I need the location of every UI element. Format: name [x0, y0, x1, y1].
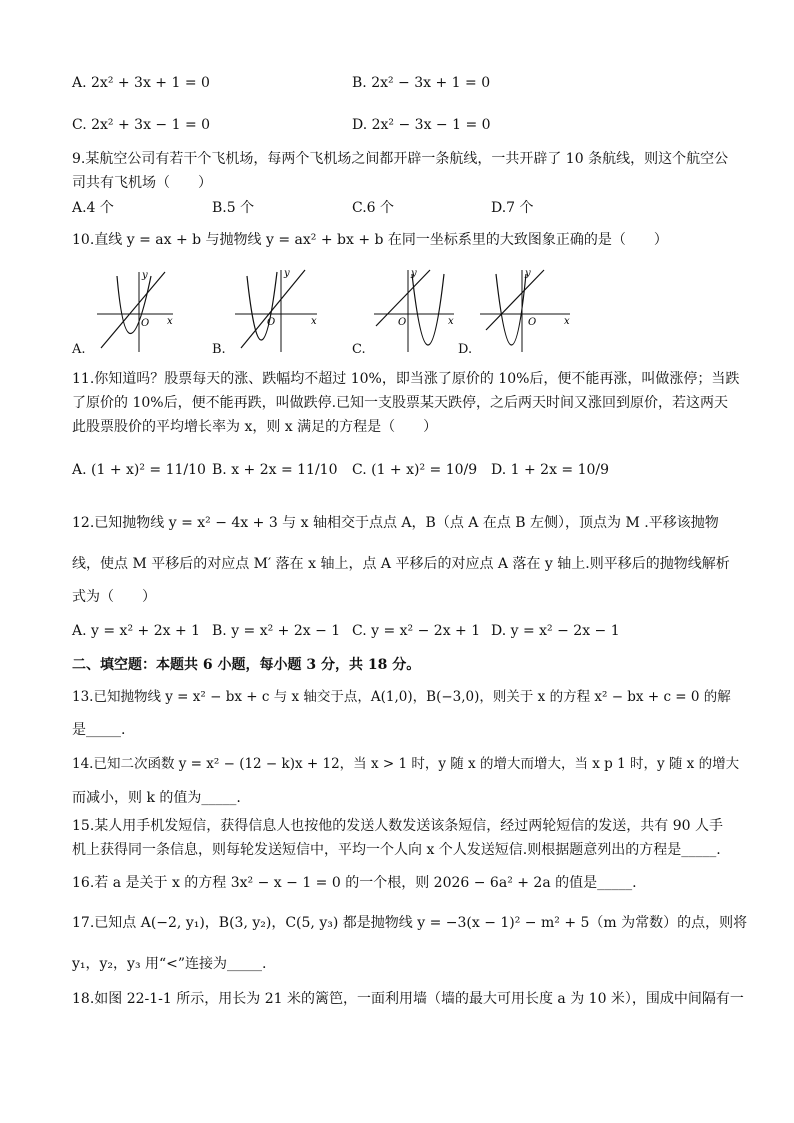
q13-text-line1: 13.已知抛物线 y = x² − bx + c 与 x 轴交于点，A(1,0)，B(−3,0)，则关于 x 的方程 x² − bx + c = 0 的解 — [72, 689, 731, 705]
q14-text-line1: 14.已知二次函数 y = x² − (12 − k)x + 12，当 x > 1 时，y 随 x 的增大而增大，当 x p 1 时，y 随 x 的增大 — [72, 756, 740, 772]
q9-text-line1: 9.某航空公司有若干个飞机场，每两个飞机场之间都开辟一条航线，一共开辟了 10 条航线，则这个航空公 — [72, 151, 729, 167]
x-label: x — [564, 316, 570, 327]
q11-option-a: A. (1 + x)² = 11/10 — [72, 462, 206, 478]
q11-text-line3: 此股票股价的平均增长率为 x，则 x 满足的方程是（ ） — [72, 419, 438, 435]
q11-text-line2: 了原价的 10%后，便不能再跌，叫做跌停.已知一支股票某天跌停，之后两天时间又涨回到原价，若这两天 — [72, 395, 729, 411]
q9-text-line2: 司共有飞机场（ ） — [72, 175, 212, 191]
x-label: x — [448, 316, 454, 327]
q8-option-b: B. 2x² − 3x + 1 = 0 — [352, 75, 491, 91]
q10-graph-c — [372, 266, 462, 354]
q10-option-c: C. — [352, 342, 366, 357]
q9-option-a: A.4 个 — [72, 200, 114, 216]
q12-option-c: C. y = x² − 2x + 1 — [352, 623, 481, 639]
q11-option-d: D. 1 + 2x = 10/9 — [491, 462, 610, 478]
q15-text-line2: 机上获得同一条信息，则每轮发送短信中，平均一个人向 x 个人发送短信.则根据题意列出的方程是_____. — [72, 842, 721, 858]
q12-text-line1: 12.已知抛物线 y = x² − 4x + 3 与 x 轴相交于点点 A，B（点 A 在点 B 左侧），顶点为 M .平移该抛物 — [72, 515, 719, 531]
q12-text-line2: 线，使点 M 平移后的对应点 M′ 落在 x 轴上，点 A 平移后的对应点 A 落在 y 轴上.则平移后的抛物线解析 — [72, 556, 730, 572]
q11-option-c: C. (1 + x)² = 10/9 — [352, 462, 478, 478]
parabola — [247, 272, 277, 340]
q8-option-c: C. 2x² + 3x − 1 = 0 — [72, 117, 211, 133]
x-label: x — [167, 316, 173, 327]
q13-text-line2: 是_____. — [72, 722, 126, 738]
q11-option-b: B. x + 2x = 11/10 — [212, 462, 338, 478]
q10-graph-a — [95, 266, 177, 354]
q8-option-a: A. 2x² + 3x + 1 = 0 — [72, 75, 210, 91]
q11-text-line1: 11.你知道吗？股票每天的涨、跌幅均不超过 10%，即当涨了原价的 10%后，便不能再涨，叫做涨停；当跌 — [72, 371, 740, 387]
q10-graph-b — [233, 266, 323, 354]
x-label: x — [311, 316, 317, 327]
q17-text-line1: 17.已知点 A(−2, y₁)，B(3, y₂)，C(5, y₃) 都是抛物线 y = −3(x − 1)² − m² + 5（m 为常数）的点，则将 — [72, 915, 748, 931]
y-label: y — [142, 270, 148, 281]
origin-label: O — [528, 317, 537, 328]
origin-label: O — [141, 318, 150, 329]
q10-graph-d — [478, 266, 576, 354]
q15-text-line1: 15.某人用手机发短信，获得信息人也按他的发送人数发送该条短信，经过两轮短信的发送，共有 90 人手 — [72, 818, 723, 834]
origin-label: O — [398, 317, 407, 328]
q14-text-line2: 而减小，则 k 的值为_____. — [72, 790, 241, 806]
origin-label: O — [267, 317, 276, 328]
q10-option-d: D. — [458, 342, 473, 357]
straight-line — [241, 270, 305, 348]
q12-option-d: D. y = x² − 2x − 1 — [491, 623, 620, 639]
q12-option-b: B. y = x² + 2x − 1 — [212, 623, 341, 639]
q12-option-a: A. y = x² + 2x + 1 — [72, 623, 201, 639]
y-label: y — [284, 268, 290, 279]
q18-text-line1: 18.如图 22-1-1 所示，用长为 21 米的篱笆，一面利用墙（墙的最大可用长度 a 为 10 米），围成中间隔有一 — [72, 991, 744, 1007]
q16-text: 16.若 a 是关于 x 的方程 3x² − x − 1 = 0 的一个根，则 2026 − 6a² + 2a 的值是_____. — [72, 875, 637, 891]
q9-option-c: C.6 个 — [352, 200, 395, 216]
q10-text: 10.直线 y = ax + b 与抛物线 y = ax² + bx + b 在同一坐标系里的大致图象正确的是（ ） — [72, 232, 668, 248]
q10-option-b: B. — [212, 342, 226, 357]
straight-line — [101, 272, 165, 348]
q9-option-b: B.5 个 — [212, 200, 255, 216]
q17-text-line2: y₁，y₂，y₃ 用“<”连接为_____. — [72, 956, 267, 972]
q10-option-a: A. — [72, 342, 86, 357]
y-label: y — [411, 268, 417, 279]
section-title-fill-in: 二、填空题：本题共 6 小题，每小题 3 分，共 18 分。 — [72, 657, 421, 673]
parabola — [412, 274, 444, 345]
q8-option-d: D. 2x² − 3x − 1 = 0 — [352, 117, 491, 133]
y-label: y — [525, 268, 531, 279]
q12-text-line3: 式为（ ） — [72, 589, 156, 605]
q9-option-d: D.7 个 — [491, 200, 534, 216]
